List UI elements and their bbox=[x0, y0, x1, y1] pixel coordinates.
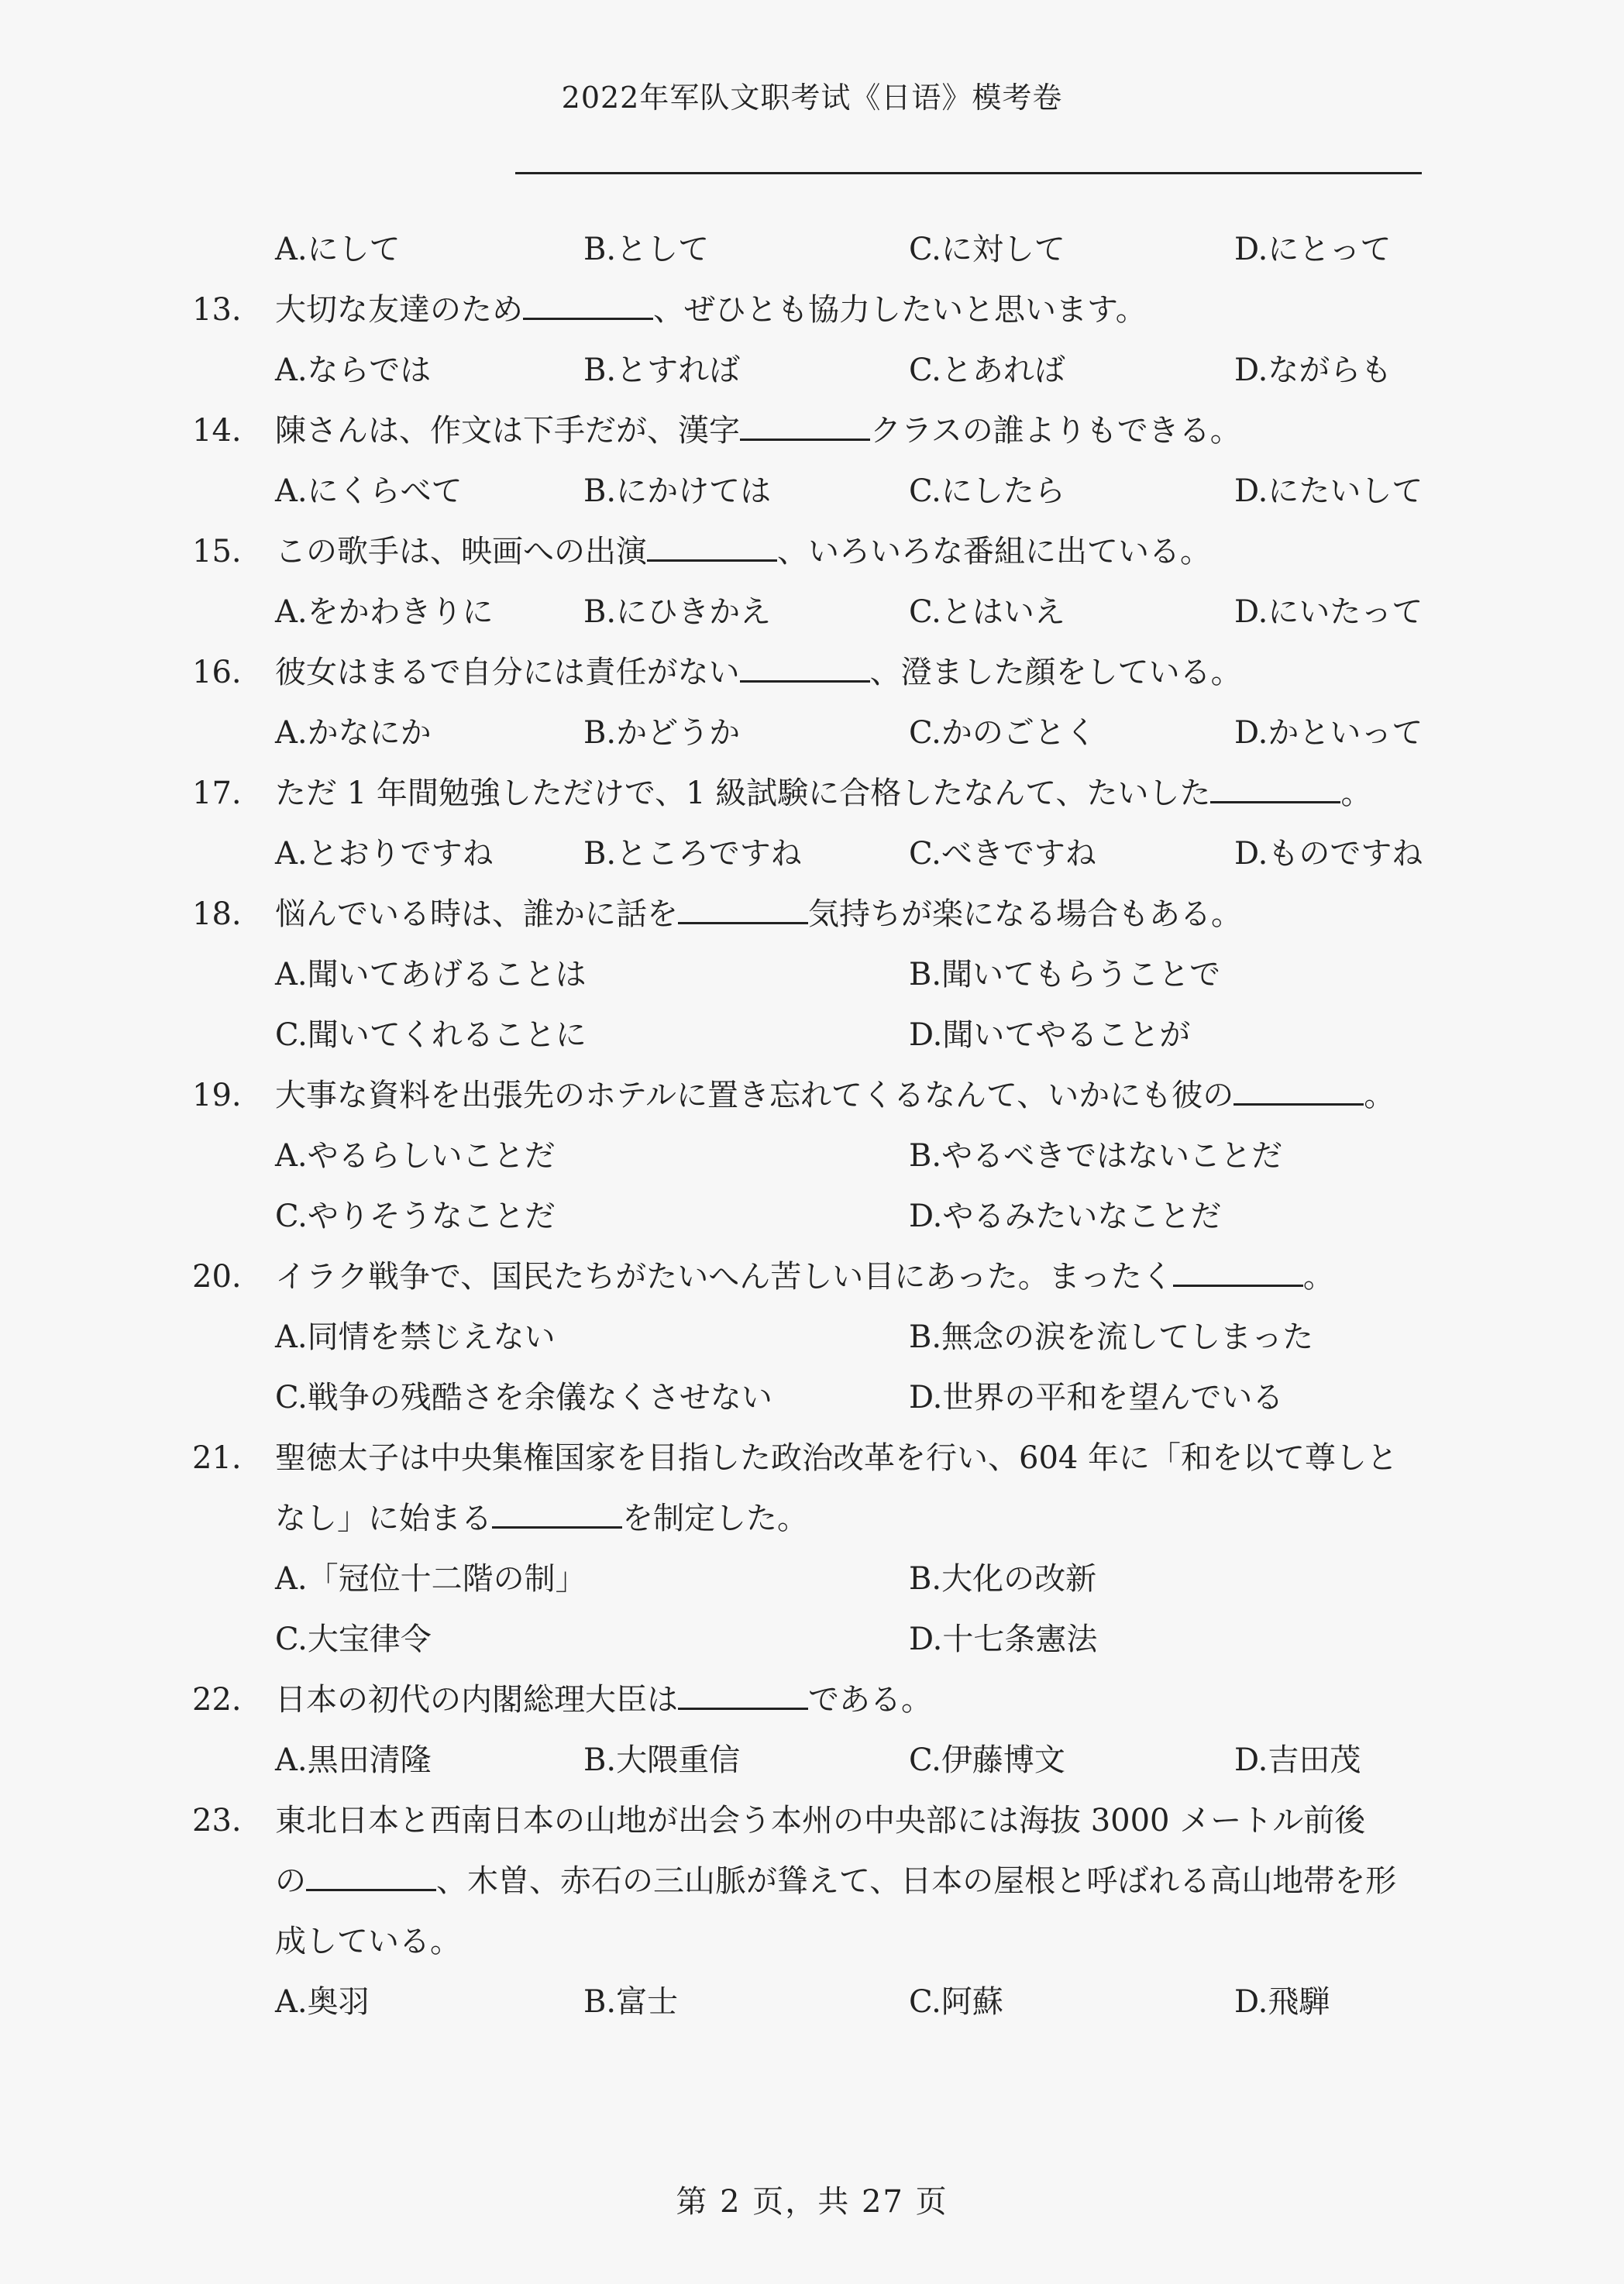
q23-option-d[interactable]: D.飛騨 bbox=[1234, 1984, 1330, 2020]
answer-blank bbox=[740, 651, 870, 683]
q14-stem bbox=[0, 408, 1624, 454]
q23-option-c[interactable]: C.阿蘇 bbox=[909, 1984, 1003, 2020]
answer-blank bbox=[492, 1497, 622, 1529]
q23-option-a[interactable]: A.奥羽 bbox=[275, 1984, 370, 2020]
question-text: 東北日本と西南日本の山地が出会う本州の中央部には海抜 3000 メートル前後 bbox=[275, 1803, 1366, 1839]
q12-option-d[interactable]: D.にとって bbox=[1234, 232, 1392, 267]
q23-option-b[interactable]: B.富士 bbox=[583, 1984, 679, 2020]
exam-title: 2022年军队文职考试《日语》模考卷 bbox=[561, 81, 1063, 115]
q21-options-row1 bbox=[0, 1556, 1624, 1602]
q17-option-b[interactable]: B.ところですね bbox=[583, 836, 802, 872]
q17-option-c[interactable]: C.べきですね bbox=[909, 836, 1096, 872]
question-number: 22. bbox=[192, 1682, 242, 1718]
q21-option-c[interactable]: C.大宝律令 bbox=[275, 1622, 432, 1657]
question-text: 悩んでいる時は、誰かに話を 気持ちが楽になる場合もある。 bbox=[275, 891, 1242, 937]
q16-stem bbox=[0, 649, 1624, 696]
q19-option-c[interactable]: C.やりそうなことだ bbox=[275, 1199, 556, 1234]
q22-option-d[interactable]: D.吉田茂 bbox=[1234, 1742, 1361, 1778]
q20-option-d[interactable]: D.世界の平和を望んでいる bbox=[909, 1380, 1284, 1415]
page-number: 第 2 页，共 27 页 bbox=[676, 2184, 948, 2220]
q18-stem bbox=[0, 891, 1624, 937]
q17-option-d[interactable]: D.ものですね bbox=[1234, 836, 1423, 872]
q20-option-a[interactable]: A.同情を禁じえない bbox=[275, 1319, 556, 1355]
question-text: 成している。 bbox=[275, 1924, 461, 1959]
question-text: 大事な資料を出張先のホテルに置き忘れてくるなんて、いかにも彼の 。 bbox=[275, 1072, 1395, 1119]
answer-blank bbox=[1233, 1074, 1364, 1106]
question-text: 陳さんは、作文は下手だが、漢字 クラスの誰よりもできる。 bbox=[275, 408, 1241, 454]
q22-option-a[interactable]: A.黒田清隆 bbox=[275, 1742, 432, 1778]
q19-options-row1 bbox=[0, 1133, 1624, 1179]
q19-options-row2 bbox=[0, 1193, 1624, 1240]
q16-option-b[interactable]: B.かどうか bbox=[583, 715, 741, 751]
q17-options bbox=[0, 831, 1624, 877]
question-text: 彼女はまるで自分には責任がない 、澄ました顔をしている。 bbox=[275, 649, 1242, 696]
question-number: 14. bbox=[192, 413, 242, 449]
q23-stem-line1 bbox=[0, 1797, 1624, 1844]
q13-option-a[interactable]: A.ならでは bbox=[275, 353, 432, 388]
q12-option-b[interactable]: B.として bbox=[583, 232, 710, 267]
q22-stem bbox=[0, 1677, 1624, 1723]
q18-option-a[interactable]: A.聞いてあげることは bbox=[275, 957, 587, 992]
question-number: 20. bbox=[192, 1259, 242, 1295]
q18-options-row1 bbox=[0, 951, 1624, 998]
q23-stem-line2 bbox=[0, 1858, 1624, 1904]
q14-option-c[interactable]: C.にしたら bbox=[909, 473, 1065, 509]
q16-options bbox=[0, 710, 1624, 756]
q17-option-a[interactable]: A.とおりですね bbox=[275, 836, 494, 872]
answer-blank bbox=[647, 530, 777, 562]
q21-stem-line2 bbox=[0, 1495, 1624, 1542]
q18-option-b[interactable]: B.聞いてもらうことで bbox=[909, 957, 1221, 992]
answer-blank bbox=[678, 893, 808, 924]
q23-stem-line3 bbox=[0, 1918, 1624, 1965]
q20-option-c[interactable]: C.戦争の残酷さを余儀なくさせない bbox=[275, 1380, 772, 1415]
question-number: 21. bbox=[192, 1440, 242, 1476]
q21-option-a[interactable]: A.「冠位十二階の制」 bbox=[275, 1561, 587, 1597]
q13-option-c[interactable]: C.とあれば bbox=[909, 353, 1065, 388]
q14-options bbox=[0, 468, 1624, 514]
answer-blank bbox=[306, 1859, 436, 1891]
header-rule bbox=[515, 172, 1422, 174]
q15-options bbox=[0, 589, 1624, 635]
q19-option-d[interactable]: D.やるみたいなことだ bbox=[909, 1199, 1222, 1234]
q13-option-b[interactable]: B.とすれば bbox=[583, 353, 741, 388]
question-number: 19. bbox=[192, 1078, 242, 1113]
q15-option-d[interactable]: D.にいたって bbox=[1234, 594, 1423, 630]
question-number: 15. bbox=[192, 534, 242, 569]
q13-stem bbox=[0, 287, 1624, 333]
q23-options bbox=[0, 1979, 1624, 2025]
q14-option-d[interactable]: D.にたいして bbox=[1234, 473, 1423, 509]
q18-option-d[interactable]: D.聞いてやることが bbox=[909, 1017, 1191, 1053]
q21-option-b[interactable]: B.大化の改新 bbox=[909, 1561, 1097, 1597]
q20-option-b[interactable]: B.無念の涙を流してしまった bbox=[909, 1319, 1314, 1355]
q16-option-c[interactable]: C.かのごとく bbox=[909, 715, 1096, 751]
question-number: 17. bbox=[192, 776, 242, 811]
q12-option-a[interactable]: A.にして bbox=[275, 232, 401, 267]
answer-blank bbox=[523, 288, 653, 320]
q19-option-b[interactable]: B.やるべきではないことだ bbox=[909, 1138, 1283, 1174]
q22-options bbox=[0, 1737, 1624, 1784]
q21-options-row2 bbox=[0, 1616, 1624, 1663]
question-text: ただ 1 年間勉強しただけで、1 級試験に合格したなんて、たいした 。 bbox=[275, 770, 1371, 817]
answer-blank bbox=[678, 1678, 808, 1710]
q15-stem bbox=[0, 528, 1624, 575]
question-text: イラク戦争で、国民たちがたいへん苦しい目にあった。まったく 。 bbox=[275, 1254, 1334, 1300]
answer-blank bbox=[1210, 772, 1340, 803]
question-text: の 、木曽、赤石の三山脈が聳えて、日本の屋根と呼ばれる高山地帯を形 bbox=[275, 1858, 1396, 1904]
q18-options-row2 bbox=[0, 1012, 1624, 1058]
question-text: 日本の初代の内閣総理大臣は である。 bbox=[275, 1677, 932, 1723]
q15-option-a[interactable]: A.をかわきりに bbox=[275, 594, 494, 630]
q22-option-c[interactable]: C.伊藤博文 bbox=[909, 1742, 1065, 1778]
question-number: 13. bbox=[192, 292, 242, 328]
q17-stem bbox=[0, 770, 1624, 817]
q15-option-b[interactable]: B.にひきかえ bbox=[583, 594, 772, 630]
q22-option-b[interactable]: B.大隈重信 bbox=[583, 1742, 741, 1778]
question-number: 16. bbox=[192, 655, 242, 690]
answer-blank bbox=[1173, 1255, 1303, 1287]
question-text: なし」に始まる を制定した。 bbox=[275, 1495, 808, 1542]
q20-stem bbox=[0, 1254, 1624, 1300]
q18-option-c[interactable]: C.聞いてくれることに bbox=[275, 1017, 587, 1053]
q12-options bbox=[0, 226, 1624, 273]
question-text: この歌手は、映画への出演 、いろいろな番組に出ている。 bbox=[275, 528, 1211, 575]
q20-options-row2 bbox=[0, 1374, 1624, 1421]
q19-stem bbox=[0, 1072, 1624, 1119]
q15-option-c[interactable]: C.とはいえ bbox=[909, 594, 1065, 630]
question-number: 23. bbox=[192, 1803, 242, 1839]
q13-options bbox=[0, 347, 1624, 394]
q13-option-d[interactable]: D.ながらも bbox=[1234, 353, 1392, 388]
q16-option-a[interactable]: A.かなにか bbox=[275, 715, 432, 751]
q14-option-b[interactable]: B.にかけては bbox=[583, 473, 772, 509]
question-number: 18. bbox=[192, 896, 242, 932]
q20-options-row1 bbox=[0, 1314, 1624, 1360]
q21-stem-line1 bbox=[0, 1435, 1624, 1481]
q21-option-d[interactable]: D.十七条憲法 bbox=[909, 1622, 1098, 1657]
q19-option-a[interactable]: A.やるらしいことだ bbox=[275, 1138, 556, 1174]
q12-option-c[interactable]: C.に対して bbox=[909, 232, 1065, 267]
q14-option-a[interactable]: A.にくらべて bbox=[275, 473, 463, 509]
q16-option-d[interactable]: D.かといって bbox=[1234, 715, 1423, 751]
answer-blank bbox=[740, 409, 870, 441]
question-text: 大切な友達のため 、ぜひとも協力したいと思います。 bbox=[275, 287, 1147, 333]
question-text: 聖徳太子は中央集権国家を目指した政治改革を行い、604 年に「和を以て尊しと bbox=[275, 1440, 1399, 1476]
